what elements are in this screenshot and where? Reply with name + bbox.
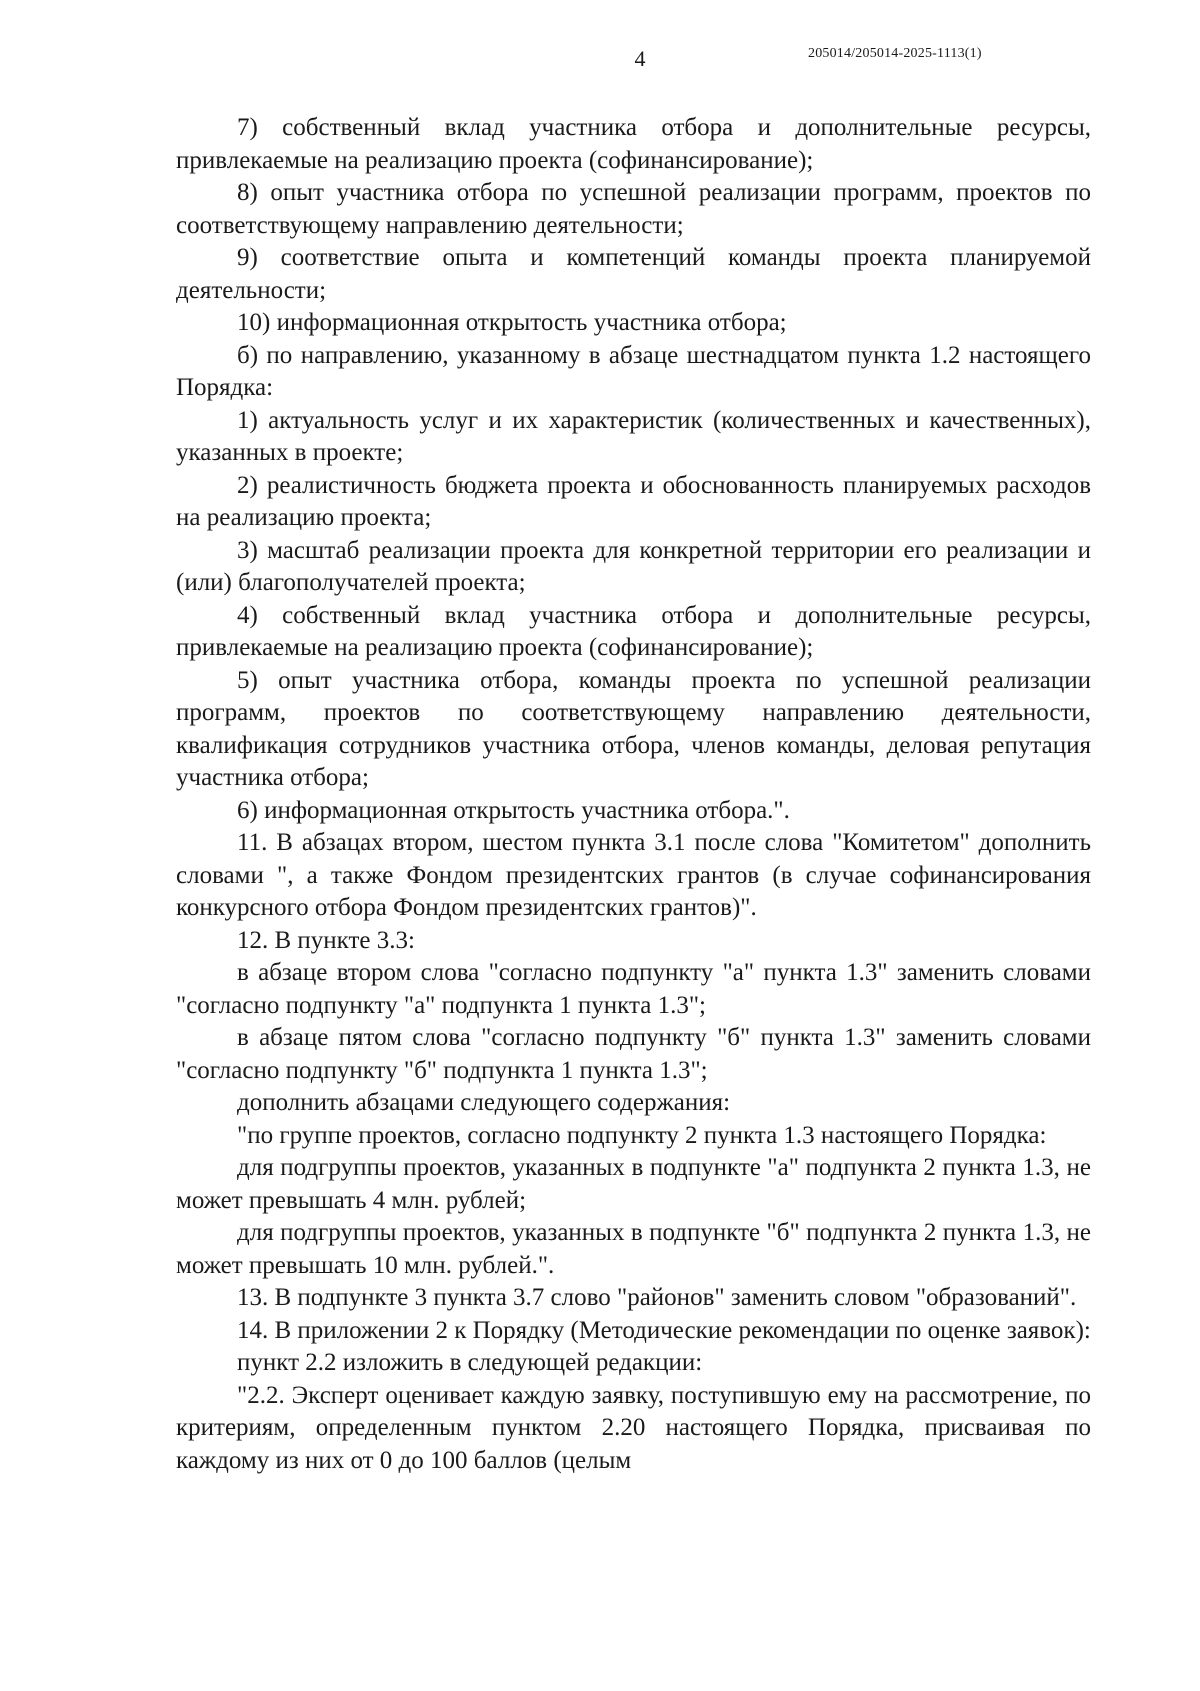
paragraph: 5) опыт участника отбора, команды проекта по успешной реализации программ, проектов по соответствующему направлению деятельности, квалификация сотрудников участника отбора, членов команды, деловая репутация участника отбора; bbox=[176, 666, 1091, 791]
paragraph: для подгруппы проектов, указанных в подпункте "а" подпункта 2 пункта 1.3, не может превышать 4 млн. рублей; bbox=[176, 1154, 1091, 1214]
paragraph: 6) информационная открытость участника отбора.". bbox=[237, 796, 790, 824]
paragraph: "по группе проектов, согласно подпункту 2 пункта 1.3 настоящего Порядка: bbox=[237, 1121, 1047, 1149]
paragraph: б) по направлению, указанному в абзаце шестнадцатом пункта 1.2 настоящего Порядка: bbox=[176, 341, 1091, 401]
paragraph: 4) собственный вклад участника отбора и дополнительные ресурсы, привлекаемые на реализацию проекта (софинансирование); bbox=[176, 601, 1091, 661]
paragraph: 3) масштаб реализации проекта для конкретной территории его реализации и (или) благополучателей проекта; bbox=[176, 536, 1091, 596]
paragraph: для подгруппы проектов, указанных в подпункте "б" подпункта 2 пункта 1.3, не может превышать 10 млн. рублей.". bbox=[176, 1219, 1091, 1279]
paragraph: в абзаце втором слова "согласно подпункту "а" пункта 1.3" заменить словами "согласно подпункту "а" подпункта 1 пункта 1.3"; bbox=[176, 959, 1091, 1019]
paragraph: 14. В приложении 2 к Порядку (Методические рекомендации по оценке заявок): bbox=[237, 1316, 1091, 1344]
paragraph: "2.2. Эксперт оценивает каждую заявку, поступившую ему на рассмотрение, по критериям, определенным пунктом 2.20 настоящего Порядка, присваивая по каждому из них от 0 до 100 баллов (целым bbox=[176, 1381, 1091, 1474]
paragraph: 9) соответствие опыта и компетенций команды проекта планируемой деятельности; bbox=[176, 244, 1091, 304]
paragraph: 13. В подпункте 3 пункта 3.7 слово "районов" заменить словом "образований". bbox=[237, 1284, 1077, 1311]
paragraph: 10) информационная открытость участника отбора; bbox=[237, 309, 787, 336]
paragraph: 11. В абзацах втором, шестом пункта 3.1 после слова "Комитетом" дополнить словами ", а также Фондом президентских грантов (в случае софинансирования конкурсного отбора Фондом президентских грантов)". bbox=[176, 829, 1091, 921]
page-number: 4 bbox=[634, 46, 646, 71]
paragraph: в абзаце пятом слова "согласно подпункту "б" пункта 1.3" заменить словами "согласно подпункту "б" подпункта 1 пункта 1.3"; bbox=[176, 1024, 1091, 1084]
paragraph: 2) реалистичность бюджета проекта и обоснованность планируемых расходов на реализацию проекта; bbox=[176, 471, 1091, 531]
paragraph: 7) собственный вклад участника отбора и дополнительные ресурсы, привлекаемые на реализацию проекта (софинансирование); bbox=[176, 114, 1091, 174]
document-body bbox=[176, 112, 1091, 1477]
paragraph: пункт 2.2 изложить в следующей редакции: bbox=[237, 1349, 703, 1376]
paragraph: 12. В пункте 3.3: bbox=[237, 926, 415, 954]
paragraph: 1) актуальность услуг и их характеристик (количественных и качественных), указанных в проекте; bbox=[176, 406, 1091, 466]
document-id: 205014/205014-2025-1113(1) bbox=[808, 46, 982, 61]
paragraph: 8) опыт участника отбора по успешной реализации программ, проектов по соответствующему направлению деятельности; bbox=[176, 179, 1091, 239]
paragraph: дополнить абзацами следующего содержания: bbox=[237, 1089, 731, 1116]
